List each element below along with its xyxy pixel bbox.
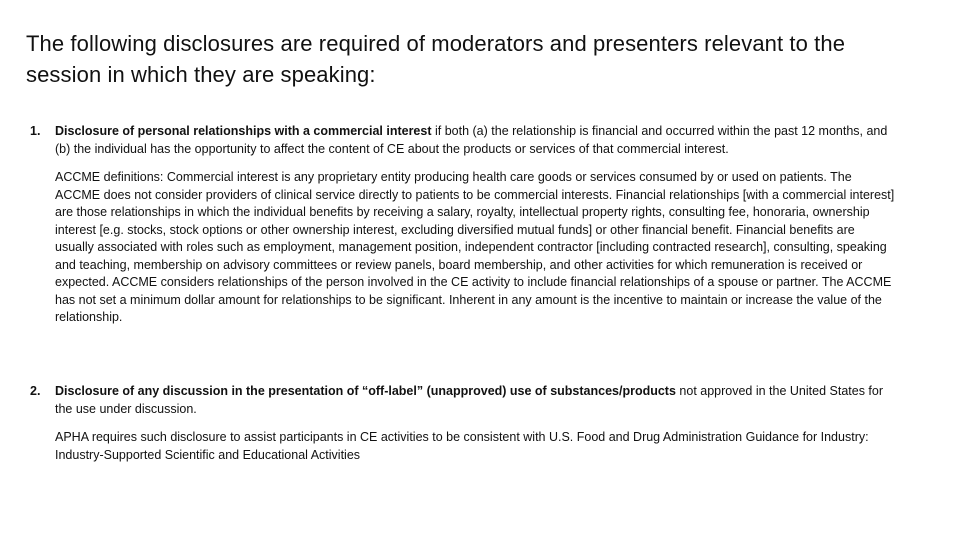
item-rest-text: not approved in the United States for the use under discussion. [55, 384, 884, 416]
item-lead-text: Disclosure of personal relationships with a commercial interest [55, 124, 432, 138]
item-paragraph [55, 383, 895, 418]
slide-title: The following disclosures are required of moderators and presenters relevant to the session in which they are speaking: [26, 31, 846, 87]
item-rest-text: if both (a) the relationship is financial and occurred within the past 12 months, and (b) the individual has the opportunity to affect the content of CE about the products or services of that commercial interest. [55, 124, 888, 156]
item-lead-text: Disclosure of any discussion in the presentation of “off-label” (unapproved) use of substances/products [55, 384, 676, 398]
item-number: 1. [30, 124, 41, 138]
item-paragraph [55, 123, 895, 158]
item-body [55, 123, 895, 327]
item-note: ACCME definitions: Commercial interest is any proprietary entity producing health care goods or services consumed by or used on patients. The ACCME does not consider providers of clinical service directly to patients to be commercial interests. Financial relationships [with a commercial interest] are those relationships in which the individual benefits by receiving a salary, royalty, intellectual property rights, consulting fee, honoraria, ownership interest [e.g. stocks, stock options or other ownership interest, excluding diversified mutual funds] or other financial benefit. Financial benefits are usually associated with roles such as employment, management position, independent contractor [including contracted research], consulting, speaking and teaching, membership on advisory committees or review panels, board membership, and other activities for which remuneration is received or expected. ACCME considers relationships of the person involved in the CE activity to include financial relationships of a spouse or partner. The ACCME has not set a minimum dollar amount for relationships to be significant. Inherent in any amount is the incentive to maintain or increase the value of the relationship. [55, 170, 895, 324]
item-note: APHA requires such disclosure to assist participants in CE activities to be consistent with U.S. Food and Drug Administration Guidance for Industry: Industry-Supported Scientific and Educational Activities [55, 430, 869, 462]
item-body [55, 383, 895, 464]
item-number: 2. [30, 384, 41, 398]
